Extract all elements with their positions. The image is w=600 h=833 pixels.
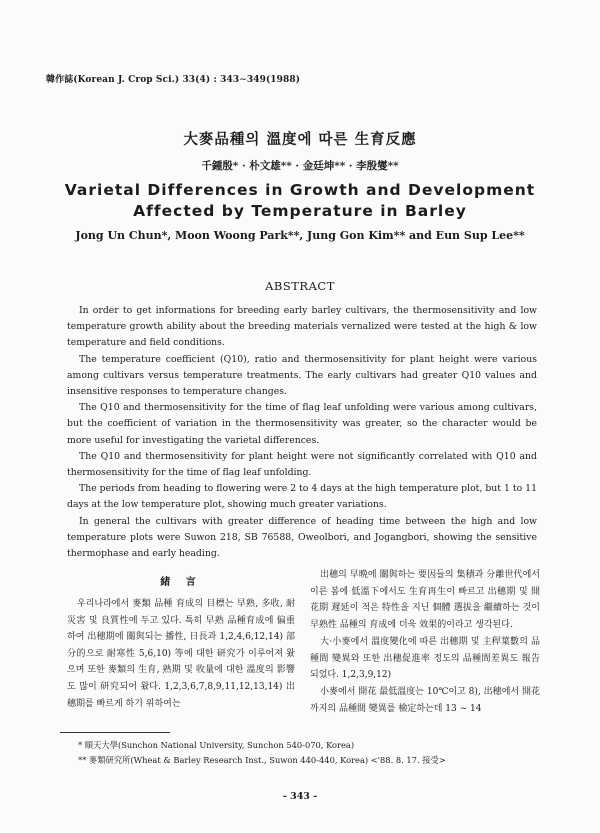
right-column [310, 567, 540, 717]
left-column-paragraph: 우리나라에서 麥類 品種 育成의 目標는 早熟, 多收, 耐災害 및 良質性에 두고 있다. 특히 早熟 品種育成에 偏重하여 出穗期에 關與되는 播性, 日長과 1,2,4,6,12,14) 部分的으로 耐寒性 5,6,10) 等에 대한 研究가 이루어져 왔으며 또한 麥類의 生育, 熟期 및 收量에 대한 溫度의 影響도 많이 研究되어 왔다. 1,2,3,6,7,8,9,11,12,13,14) 出穗期를 빠르게 하기 위하여는 [67, 599, 295, 709]
abstract-paragraph: The Q10 and thermosensitivity for plant height were not significantly correlated with Q10 and thermosensitivity for the time of flag leaf unfolding. [67, 450, 537, 479]
right-column-paragraph: 小麥에서 開花 最低溫度는 10℃이고 8), 出穗에서 開花까지의 品種間 變異를 檢定하는데 13 ∼ 14 [310, 686, 540, 714]
footnotes [78, 738, 538, 768]
abstract-paragraph: The periods from heading to flowering were 2 to 4 days at the high temperature plot, but 1 to 11 days at the low temperature plot, showing much greater variations. [67, 483, 537, 511]
title-english-line2: Affected by Temperature in Barley [133, 202, 467, 220]
journal-citation: 韓作誌(Korean J. Crop Sci.) 33(4) : 343∼349(1988) [46, 75, 301, 85]
right-column-paragraph: 出穗의 早晩에 關與하는 要因들의 集積과 分離世代에서 이른 봄에 低溫下에서도 生育再生이 빠르고 出穗期 및 開花期 遲延이 적은 特性을 지닌 個體 選拔을 繼續하는 것이 早熟性 品種의 育成에 더욱 效果的이라고 생각된다. [310, 570, 540, 631]
title-english [0, 180, 600, 222]
footnote-divider [60, 732, 170, 733]
authors-korean: 千鍾殷* · 朴文雄** · 金廷坤** · 李殷燮** [201, 160, 399, 172]
section-heading-introduction: 緒 言 [160, 577, 202, 588]
page-number: - 343 - [282, 791, 318, 802]
footnote-affiliation-1: * 順天大學(Sunchon National University, Sunchon 540-070, Korea) [78, 740, 355, 750]
title-english-line1: Varietal Differences in Growth and Development [64, 181, 536, 199]
abstract-paragraph: The temperature coefficient (Q10), ratio and thermosensitivity for plant height were various among cultivars versus temperature treatments. The early cultivars had greater Q10 values and insensitive responses to temperature changes. [67, 353, 537, 398]
right-column-paragraph: 大·小麥에서 溫度變化에 따른 出穗期 및 主稈葉數의 品種間 變異와 또한 出穗促進率 정도의 品種間差異도 報告되었다. 1,2,3,9,12) [310, 636, 540, 681]
abstract-body [67, 303, 537, 562]
abstract-paragraph: The Q10 and thermosensitivity for the time of flag leaf unfolding were various among cultivars, but the coefficient of variation in the thermosensitivity was greater, so the character would be more useful for investigating the varietal differences. [67, 402, 537, 446]
title-korean: 大麥品種의 溫度에 따른 生育反應 [183, 131, 417, 148]
abstract-heading: ABSTRACT [265, 279, 335, 293]
abstract-paragraph: In order to get informations for breeding early barley cultivars, the thermosensitivity and low temperature growth ability about the breeding materials vernalized were tested at the high & low temperature and field conditions. [67, 305, 537, 349]
footnote-affiliation-2: ** 麥類研究所(Wheat & Barley Research Inst., Suwon 440-440, Korea) <'88. 8. 17. 接受> [78, 755, 446, 765]
left-column [67, 596, 295, 712]
abstract-paragraph: In general the cultivars with greater difference of heading time between the high and low temperature plots were Suwon 218, SB 76588, Oweolbori, and Jogangbori, showing the sensitive thermophase and early heading. [67, 515, 537, 560]
authors-english: Jong Un Chun*, Moon Woong Park**, Jung Gon Kim** and Eun Sup Lee** [75, 229, 525, 242]
